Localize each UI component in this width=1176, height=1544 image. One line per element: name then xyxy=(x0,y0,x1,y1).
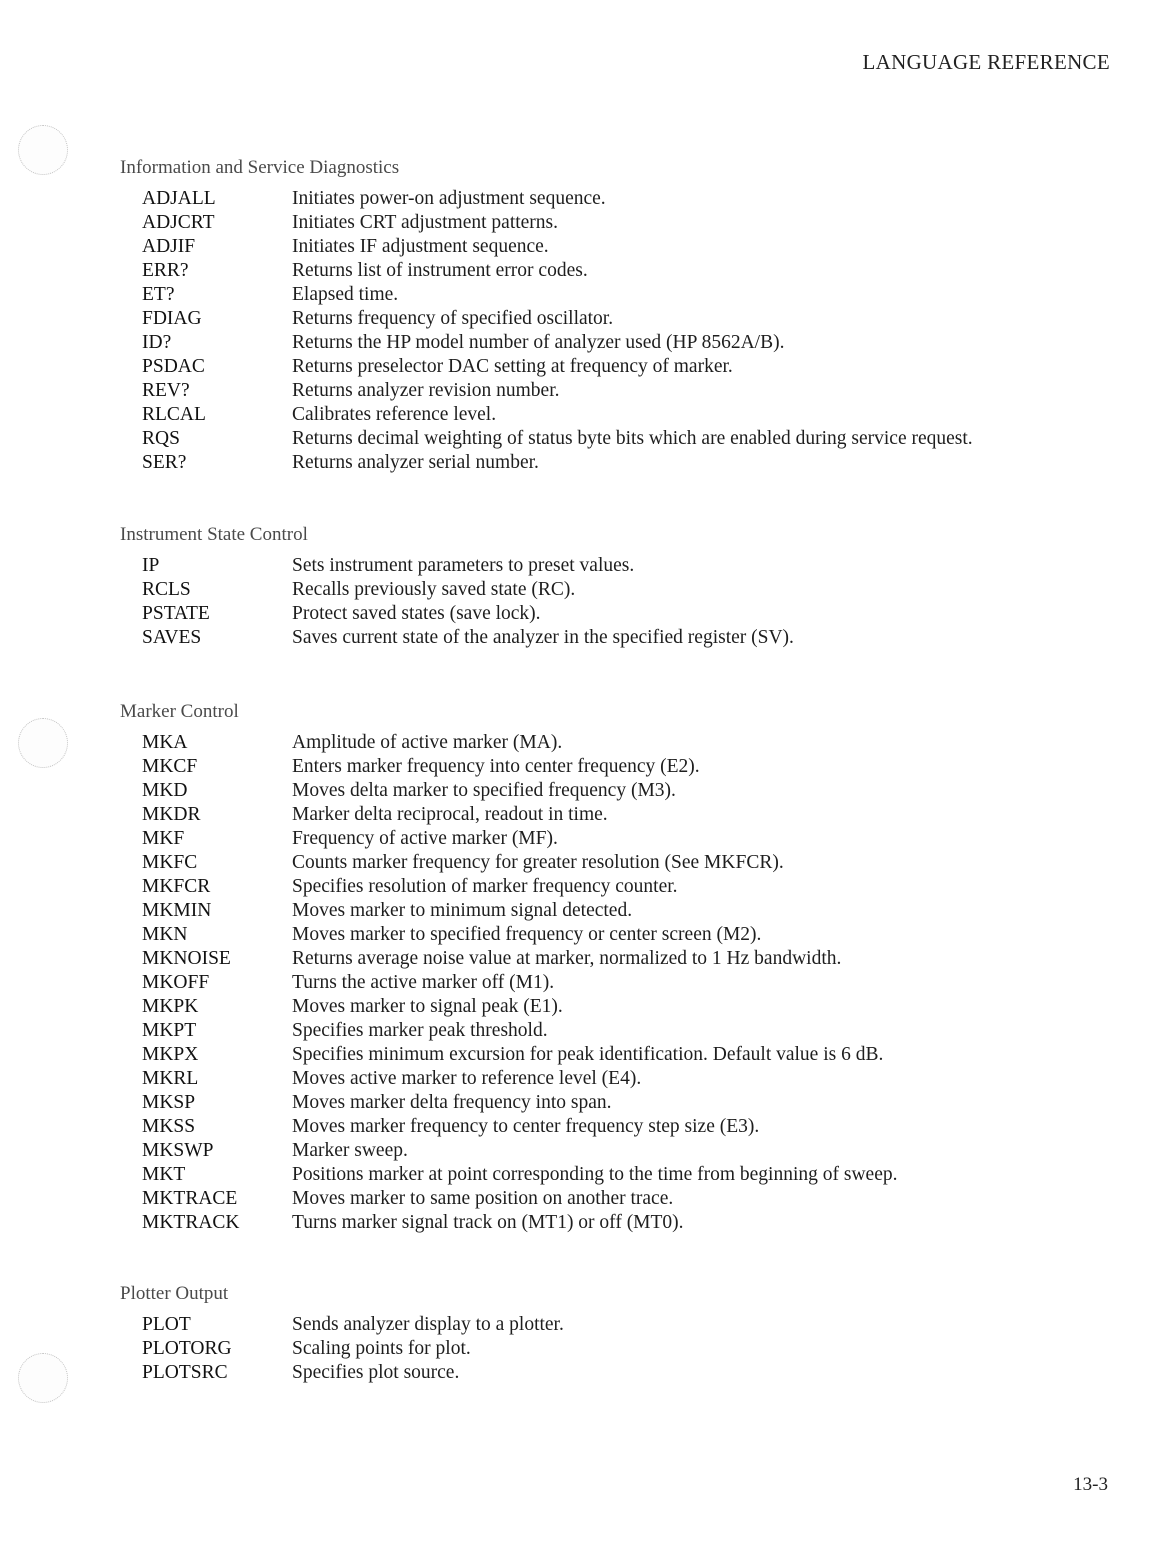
section-title: Information and Service Diagnostics xyxy=(120,157,400,178)
command-name: PSTATE xyxy=(142,603,210,624)
command-row xyxy=(120,1163,1120,1187)
command-description: Moves marker frequency to center frequency step size (E3). xyxy=(292,1116,760,1137)
command-name: MKD xyxy=(142,780,188,801)
punch-hole-middle xyxy=(18,718,68,768)
command-description: Amplitude of active marker (MA). xyxy=(292,732,563,753)
command-name: PLOTSRC xyxy=(142,1362,228,1383)
command-row xyxy=(120,755,1120,779)
command-row xyxy=(120,803,1120,827)
command-row xyxy=(120,779,1120,803)
command-name: SAVES xyxy=(142,627,202,648)
command-description: Moves active marker to reference level (E4). xyxy=(292,1068,642,1089)
command-name: ADJCRT xyxy=(142,212,215,233)
command-name: FDIAG xyxy=(142,308,202,329)
command-row xyxy=(120,923,1120,947)
section-plotter-output xyxy=(120,1283,1120,1385)
command-row xyxy=(120,379,1120,403)
command-description: Returns frequency of specified oscillator. xyxy=(292,308,614,329)
command-name: MKNOISE xyxy=(142,948,231,969)
command-name: MKPX xyxy=(142,1044,199,1065)
command-description: Frequency of active marker (MF). xyxy=(292,828,558,849)
command-row xyxy=(120,554,1120,578)
command-description: Elapsed time. xyxy=(292,284,399,305)
command-name: RLCAL xyxy=(142,404,206,425)
command-description: Moves marker to specified frequency or center screen (M2). xyxy=(292,924,762,945)
command-name: ID? xyxy=(142,332,172,353)
command-row xyxy=(120,827,1120,851)
command-description: Returns analyzer revision number. xyxy=(292,380,560,401)
command-row xyxy=(120,1361,1120,1385)
command-row xyxy=(120,1187,1120,1211)
command-row xyxy=(120,626,1120,650)
command-description: Scaling points for plot. xyxy=(292,1338,471,1359)
command-name: RQS xyxy=(142,428,180,449)
command-row xyxy=(120,211,1120,235)
command-name: MKCF xyxy=(142,756,198,777)
command-row xyxy=(120,187,1120,211)
command-name: MKTRACE xyxy=(142,1188,238,1209)
command-description: Specifies resolution of marker frequency counter. xyxy=(292,876,678,897)
command-name: MKSWP xyxy=(142,1140,214,1161)
command-name: MKN xyxy=(142,924,188,945)
command-row xyxy=(120,731,1120,755)
command-name: MKTRACK xyxy=(142,1212,240,1233)
command-description: Returns analyzer serial number. xyxy=(292,452,539,473)
command-description: Returns average noise value at marker, normalized to 1 Hz bandwidth. xyxy=(292,948,842,969)
command-description: Specifies marker peak threshold. xyxy=(292,1020,548,1041)
command-description: Protect saved states (save lock). xyxy=(292,603,541,624)
command-row xyxy=(120,1019,1120,1043)
command-row xyxy=(120,947,1120,971)
command-row xyxy=(120,995,1120,1019)
section-instrument-state-control xyxy=(120,524,1120,650)
command-name: PLOT xyxy=(142,1314,191,1335)
command-row xyxy=(120,899,1120,923)
command-row xyxy=(120,451,1120,475)
command-row xyxy=(120,1115,1120,1139)
command-description: Returns list of instrument error codes. xyxy=(292,260,588,281)
command-name: ADJIF xyxy=(142,236,196,257)
command-name: PSDAC xyxy=(142,356,205,377)
command-description: Moves delta marker to specified frequency (M3). xyxy=(292,780,676,801)
command-name: MKA xyxy=(142,732,188,753)
command-row xyxy=(120,403,1120,427)
section-information-service-diagnostics xyxy=(120,157,1120,475)
command-description: Counts marker frequency for greater resolution (See MKFCR). xyxy=(292,852,784,873)
command-description: Moves marker to minimum signal detected. xyxy=(292,900,633,921)
punch-hole-top xyxy=(18,125,68,175)
command-row xyxy=(120,1337,1120,1361)
command-name: MKFCR xyxy=(142,876,211,897)
command-name: MKMIN xyxy=(142,900,212,921)
command-name: IP xyxy=(142,555,160,576)
command-description: Recalls previously saved state (RC). xyxy=(292,579,576,600)
command-name: RCLS xyxy=(142,579,191,600)
command-description: Saves current state of the analyzer in the specified register (SV). xyxy=(292,627,794,648)
command-name: MKF xyxy=(142,828,185,849)
command-name: ADJALL xyxy=(142,188,216,209)
command-name: ERR? xyxy=(142,260,189,281)
command-description: Turns marker signal track on (MT1) or off (MT0). xyxy=(292,1212,684,1233)
command-row xyxy=(120,355,1120,379)
command-row xyxy=(120,1211,1120,1235)
command-name: REV? xyxy=(142,380,190,401)
command-description: Moves marker to same position on another trace. xyxy=(292,1188,674,1209)
command-description: Marker sweep. xyxy=(292,1140,408,1161)
command-row xyxy=(120,1139,1120,1163)
command-description: Returns the HP model number of analyzer used (HP 8562A/B). xyxy=(292,332,785,353)
command-row xyxy=(120,331,1120,355)
command-name: MKRL xyxy=(142,1068,199,1089)
command-description: Moves marker delta frequency into span. xyxy=(292,1092,612,1113)
command-description: Returns decimal weighting of status byte bits which are enabled during service request. xyxy=(292,428,973,449)
command-description: Enters marker frequency into center frequency (E2). xyxy=(292,756,700,777)
command-name: MKSP xyxy=(142,1092,196,1113)
command-name: MKPT xyxy=(142,1020,197,1041)
command-name: MKSS xyxy=(142,1116,196,1137)
section-title: Instrument State Control xyxy=(120,524,308,545)
command-name: MKPK xyxy=(142,996,199,1017)
command-description: Sets instrument parameters to preset values. xyxy=(292,555,635,576)
command-description: Positions marker at point corresponding to the time from beginning of sweep. xyxy=(292,1164,898,1185)
command-description: Calibrates reference level. xyxy=(292,404,497,425)
page-number: 13-3 xyxy=(1073,1474,1108,1495)
command-row xyxy=(120,1091,1120,1115)
command-row xyxy=(120,259,1120,283)
command-description: Initiates CRT adjustment patterns. xyxy=(292,212,559,233)
section-title: Plotter Output xyxy=(120,1283,229,1304)
command-row xyxy=(120,1313,1120,1337)
command-row xyxy=(120,971,1120,995)
command-description: Sends analyzer display to a plotter. xyxy=(292,1314,564,1335)
command-description: Returns preselector DAC setting at frequency of marker. xyxy=(292,356,733,377)
command-row xyxy=(120,1067,1120,1091)
command-description: Specifies minimum excursion for peak identification. Default value is 6 dB. xyxy=(292,1044,884,1065)
command-row xyxy=(120,851,1120,875)
command-name: MKT xyxy=(142,1164,186,1185)
command-row xyxy=(120,283,1120,307)
command-row xyxy=(120,602,1120,626)
command-name: MKOFF xyxy=(142,972,210,993)
command-description: Turns the active marker off (M1). xyxy=(292,972,555,993)
command-description: Marker delta reciprocal, readout in time. xyxy=(292,804,608,825)
command-row xyxy=(120,875,1120,899)
section-title: Marker Control xyxy=(120,701,239,722)
command-name: ET? xyxy=(142,284,175,305)
command-row xyxy=(120,578,1120,602)
punch-hole-bottom xyxy=(18,1353,68,1403)
command-name: SER? xyxy=(142,452,187,473)
command-description: Moves marker to signal peak (E1). xyxy=(292,996,563,1017)
command-name: PLOTORG xyxy=(142,1338,232,1359)
command-name: MKDR xyxy=(142,804,201,825)
command-description: Specifies plot source. xyxy=(292,1362,460,1383)
running-header: LANGUAGE REFERENCE xyxy=(862,50,1110,74)
command-row xyxy=(120,235,1120,259)
command-description: Initiates power-on adjustment sequence. xyxy=(292,188,606,209)
command-row xyxy=(120,307,1120,331)
section-marker-control xyxy=(120,701,1120,1235)
command-name: MKFC xyxy=(142,852,198,873)
command-row xyxy=(120,1043,1120,1067)
command-row xyxy=(120,427,1120,451)
command-description: Initiates IF adjustment sequence. xyxy=(292,236,549,257)
